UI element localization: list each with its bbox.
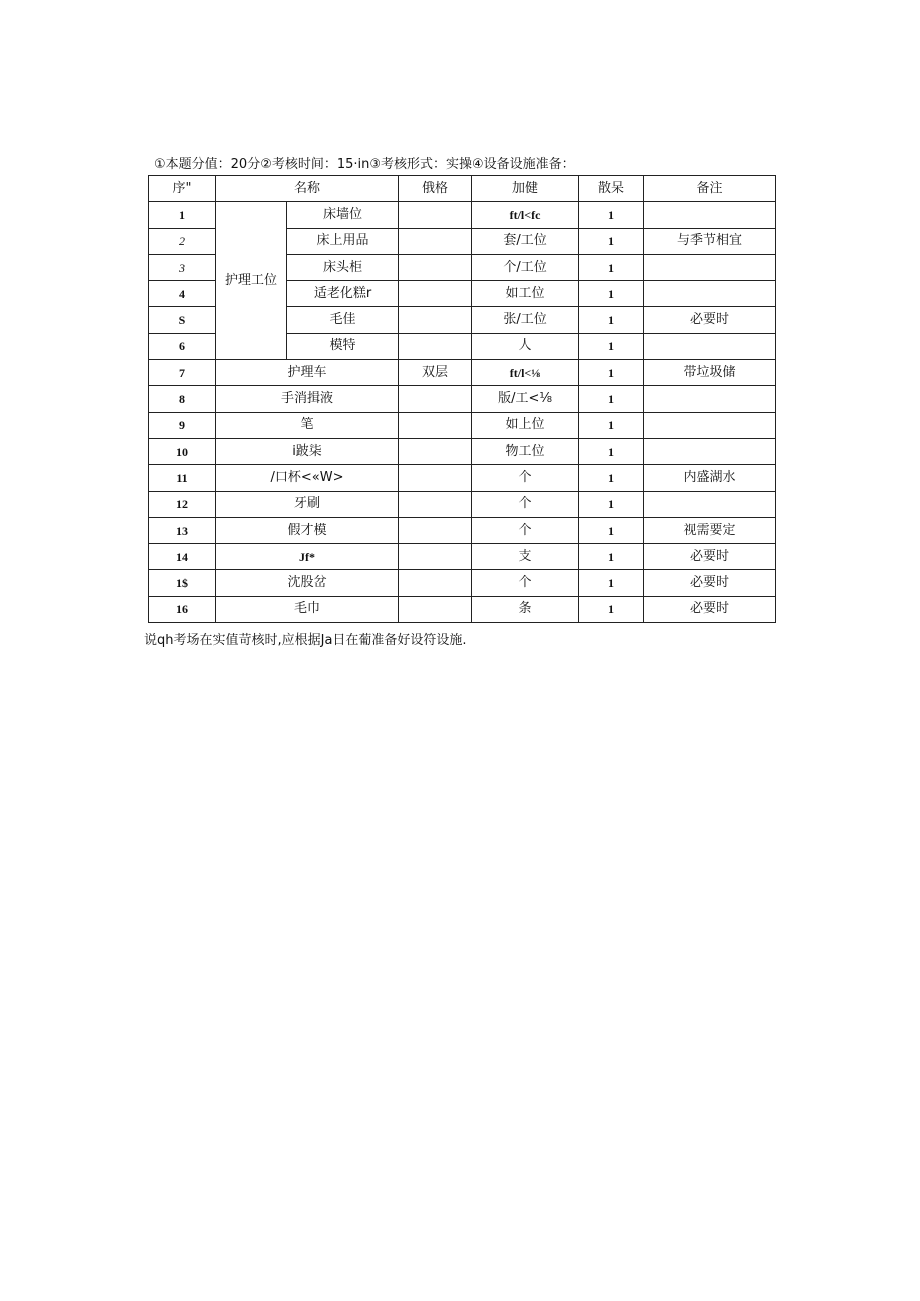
row-unit: 版/工<⅛ [472,386,579,412]
intro-text: ①本题分值：20分②考核时间：15·in③考核形式：实操④设备设施准备： [154,157,575,172]
row-remark: 与季节相宜 [644,228,776,254]
row-qty: 1 [579,465,644,491]
row-spec [399,281,472,307]
row-unit: 个 [472,570,579,596]
row-remark: 视需要定 [644,517,776,543]
row-remark: 内盛湖水 [644,465,776,491]
row-name: 模特 [287,333,399,359]
row-qty: 1 [579,333,644,359]
table-row [149,465,776,491]
row-qty: 1 [579,517,644,543]
row-qty: 1 [579,281,644,307]
row-spec [399,254,472,280]
row-qty: 1 [579,596,644,622]
row-name: 沈股岔 [216,570,399,596]
row-unit: 物工位 [472,438,579,464]
table-row [149,438,776,464]
row-spec [399,517,472,543]
row-unit: ft/l<fc [472,202,579,228]
row-name: i跛柒 [216,438,399,464]
row-qty: 1 [579,386,644,412]
row-unit: 条 [472,596,579,622]
row-remark: 必要时 [644,307,776,333]
row-spec [399,491,472,517]
row-seq: 10 [149,438,216,464]
table-row [149,544,776,570]
row-spec [399,386,472,412]
header-unit: 加健 [472,176,579,202]
row-remark [644,202,776,228]
row-name: 牙刷 [216,491,399,517]
row-spec [399,596,472,622]
table-row [149,202,776,228]
row-remark [644,386,776,412]
row-unit: 支 [472,544,579,570]
row-name: 床上用品 [287,228,399,254]
row-remark [644,412,776,438]
row-qty: 1 [579,438,644,464]
row-spec [399,333,472,359]
group-label: 护理工位 [216,202,287,360]
row-qty: 1 [579,360,644,386]
row-seq: 2 [149,228,216,254]
table-row [149,491,776,517]
table-row [149,360,776,386]
table-row [149,386,776,412]
row-name: 毛佳 [287,307,399,333]
row-unit: 个 [472,517,579,543]
row-name: 假才模 [216,517,399,543]
row-seq: 8 [149,386,216,412]
row-unit: 套/工位 [472,228,579,254]
row-remark [644,438,776,464]
row-seq: 13 [149,517,216,543]
row-qty: 1 [579,202,644,228]
equipment-table [148,175,776,623]
row-seq: 1 [149,202,216,228]
row-remark: 必要时 [644,596,776,622]
table-row [149,570,776,596]
row-remark [644,491,776,517]
row-spec [399,544,472,570]
row-seq: 9 [149,412,216,438]
row-spec [399,438,472,464]
row-remark [644,281,776,307]
table-header-row [149,176,776,202]
row-name: 毛巾 [216,596,399,622]
row-seq: 4 [149,281,216,307]
row-unit: 如工位 [472,281,579,307]
header-spec: 俄格 [399,176,472,202]
row-unit: ft/l<⅛ [472,360,579,386]
row-name: 笔 [216,412,399,438]
header-seq: 序" [149,176,216,202]
row-name: Jf* [216,544,399,570]
row-seq: 7 [149,360,216,386]
row-qty: 1 [579,544,644,570]
row-name: 床墙位 [287,202,399,228]
row-seq: 1$ [149,570,216,596]
row-name: 手消揖液 [216,386,399,412]
row-spec [399,465,472,491]
row-seq: 12 [149,491,216,517]
row-name: /口杯<«W> [216,465,399,491]
row-seq: S [149,307,216,333]
row-seq: 14 [149,544,216,570]
row-spec [399,307,472,333]
row-unit: 人 [472,333,579,359]
row-seq: 16 [149,596,216,622]
row-qty: 1 [579,228,644,254]
footnote-text: 说qh考场在实值苛核时,应根据Ja日在葡准备好设符设施. [144,633,467,648]
row-spec [399,228,472,254]
row-spec [399,202,472,228]
row-name: 护理车 [216,360,399,386]
row-remark [644,254,776,280]
row-seq: 11 [149,465,216,491]
table-row [149,412,776,438]
row-unit: 如上位 [472,412,579,438]
table-row [149,596,776,622]
row-qty: 1 [579,307,644,333]
row-remark: 带垃圾储 [644,360,776,386]
row-unit: 个/工位 [472,254,579,280]
row-seq: 6 [149,333,216,359]
row-spec [399,570,472,596]
row-spec: 双层 [399,360,472,386]
row-qty: 1 [579,412,644,438]
row-spec [399,412,472,438]
row-remark: 必要时 [644,570,776,596]
row-name: 适老化糕r [287,281,399,307]
table-row [149,517,776,543]
row-unit: 个 [472,465,579,491]
row-seq: 3 [149,254,216,280]
row-remark: 必要时 [644,544,776,570]
header-qty: 散呆 [579,176,644,202]
row-remark [644,333,776,359]
row-unit: 张/工位 [472,307,579,333]
row-unit: 个 [472,491,579,517]
row-qty: 1 [579,254,644,280]
header-name: 名称 [216,176,399,202]
row-qty: 1 [579,491,644,517]
header-remark: 备注 [644,176,776,202]
row-qty: 1 [579,570,644,596]
row-name: 床头柜 [287,254,399,280]
